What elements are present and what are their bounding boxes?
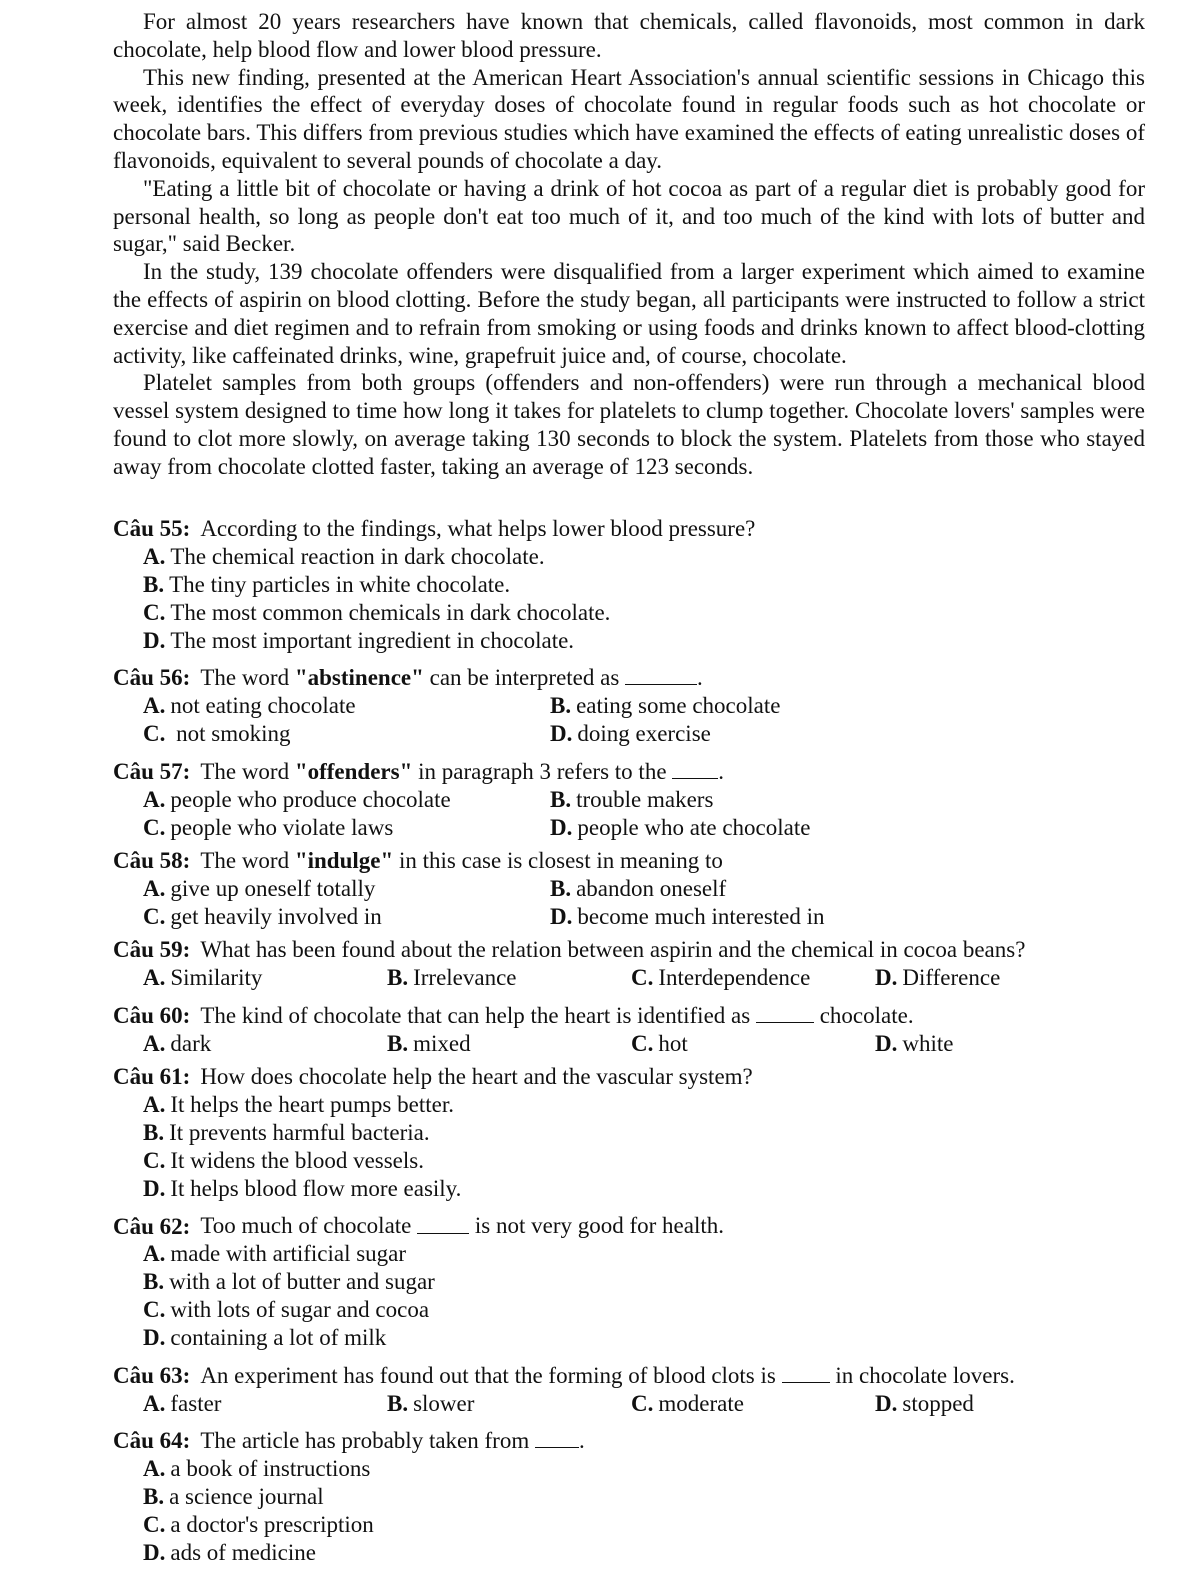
option-letter: B.	[143, 1484, 165, 1510]
option-text: hot	[658, 1030, 688, 1056]
option-text: Difference	[902, 965, 1001, 991]
option-letter: C.	[143, 1512, 166, 1538]
question-text: The article has probably taken from	[200, 1428, 535, 1454]
option-c[interactable]	[143, 1511, 1173, 1539]
option-text: ads of medicine	[170, 1540, 316, 1565]
option-text: Similarity	[170, 965, 263, 991]
option-row	[143, 875, 1173, 903]
option-letter: C.	[143, 1297, 166, 1323]
option-letter: B.	[550, 875, 572, 901]
question-stem	[113, 936, 1173, 964]
option-b[interactable]	[143, 1483, 1173, 1511]
option-row	[143, 903, 1173, 931]
option-text: made with artificial sugar	[170, 1241, 407, 1267]
question-number: Câu 63:	[113, 1362, 191, 1388]
question-number: Câu 61:	[113, 1064, 191, 1090]
question-text: An experiment has found out that the forming of blood clots is	[200, 1362, 782, 1388]
question-stem	[113, 1063, 1173, 1091]
option-text: It helps blood flow more easily.	[170, 1175, 462, 1201]
option-letter: A.	[143, 1241, 166, 1267]
option-text: get heavily involved in	[170, 903, 382, 929]
option-text: a book of instructions	[170, 1456, 371, 1482]
question-60	[113, 998, 1173, 1058]
keyword: "indulge"	[294, 848, 394, 874]
option-b[interactable]	[550, 875, 957, 903]
question-text: in chocolate lovers.	[829, 1362, 1015, 1388]
option-row	[143, 692, 1173, 720]
option-row	[143, 964, 1173, 992]
option-text: slower	[413, 1390, 475, 1416]
answer-options	[143, 1240, 1173, 1352]
question-number: Câu 57:	[113, 758, 191, 784]
option-a[interactable]	[143, 1091, 1173, 1119]
option-text: give up oneself totally	[170, 875, 376, 901]
option-b[interactable]	[143, 1268, 1173, 1296]
option-text: people who ate chocolate	[577, 814, 811, 840]
option-text: white	[902, 1030, 954, 1056]
option-c[interactable]	[143, 903, 550, 931]
question-text: chocolate.	[813, 1002, 914, 1028]
question-text: .	[718, 758, 725, 784]
question-64	[113, 1423, 1173, 1567]
option-text: moderate	[658, 1390, 744, 1416]
question-stem	[113, 660, 1173, 692]
option-letter: A.	[143, 1390, 166, 1416]
answer-blank	[672, 754, 718, 779]
option-b[interactable]	[550, 786, 957, 814]
answer-options	[143, 1030, 1173, 1058]
option-row	[143, 720, 1173, 748]
option-row	[143, 1390, 1173, 1418]
option-c[interactable]	[143, 1296, 1173, 1324]
option-row	[143, 1030, 1173, 1058]
passage-paragraph-5: Platelet samples from both groups (offenders and non-offenders) were run through a mechanical blood vessel system designed to time how long it takes for platelets to clump together. Chocolate lovers' samples were found to clot more slowly, on average taking 130 seconds to block the system. Platelets from those who stayed away from chocolate clotted faster, taking an average of 123 seconds.	[113, 370, 1145, 479]
option-text: a doctor's prescription	[170, 1512, 374, 1538]
option-text: It widens the blood vessels.	[170, 1148, 424, 1174]
question-text: .	[697, 665, 703, 691]
question-62	[113, 1208, 1173, 1352]
option-letter: A.	[143, 875, 166, 901]
question-text: The word	[200, 848, 295, 874]
question-stem	[113, 998, 1173, 1030]
answer-options	[143, 692, 1173, 748]
option-letter: A.	[143, 693, 166, 719]
option-letter: C.	[631, 1030, 654, 1056]
question-text: What has been found about the relation between aspirin and the chemical in cocoa beans?	[200, 937, 1026, 963]
option-d[interactable]	[875, 1390, 1119, 1418]
option-a[interactable]	[143, 1455, 1173, 1483]
question-stem	[113, 515, 1173, 543]
question-63	[113, 1358, 1173, 1418]
option-d[interactable]	[550, 720, 957, 748]
option-text: dark	[170, 1030, 212, 1056]
option-text: stopped	[902, 1390, 974, 1416]
question-number: Câu 55:	[113, 516, 191, 541]
option-letter: B.	[387, 1030, 409, 1056]
answer-blank	[417, 1208, 469, 1233]
option-text: people who produce chocolate	[170, 786, 451, 812]
option-text: not smoking	[170, 721, 291, 747]
option-text: abandon oneself	[576, 875, 727, 901]
option-letter: B.	[387, 1390, 409, 1416]
option-text: Interdependence	[658, 965, 811, 991]
option-c[interactable]	[631, 1390, 875, 1418]
option-letter: D.	[143, 1175, 166, 1201]
question-number: Câu 62:	[113, 1213, 191, 1239]
option-d[interactable]	[143, 1324, 1173, 1352]
question-text: can be interpreted as	[423, 665, 626, 691]
option-letter: D.	[143, 1540, 166, 1565]
option-text: It helps the heart pumps better.	[170, 1092, 454, 1118]
question-number: Câu 60:	[113, 1002, 191, 1028]
option-letter: B.	[550, 786, 572, 812]
question-number: Câu 59:	[113, 937, 191, 963]
option-row	[143, 786, 1173, 814]
option-a[interactable]	[143, 1390, 387, 1418]
option-c[interactable]	[143, 814, 550, 842]
option-letter: B.	[387, 965, 409, 991]
passage-paragraph-4: In the study, 139 chocolate offenders were disqualified from a larger experiment which aimed to examine the effects of aspirin on blood clotting. Before the study began, all participants were instructed to follow a strict exercise and diet regimen and to refrain from smoking or using foods and drinks known to affect blood-clotting activity, like caffeinated drinks, wine, grapefruit juice and, of course, chocolate.	[113, 259, 1145, 368]
option-letter: D.	[875, 965, 898, 991]
option-a[interactable]	[143, 964, 387, 992]
answer-options	[143, 1455, 1173, 1567]
question-list	[113, 515, 1173, 1573]
question-text: in paragraph 3 refers to the	[412, 758, 673, 784]
option-letter: C.	[143, 599, 166, 625]
question-number: Câu 56:	[113, 665, 191, 691]
answer-options	[143, 875, 1173, 931]
option-letter: C.	[143, 814, 166, 840]
option-letter: C.	[143, 721, 166, 747]
option-letter: C.	[631, 965, 654, 991]
option-letter: A.	[143, 1092, 166, 1118]
option-letter: D.	[550, 721, 573, 747]
option-c[interactable]	[143, 1147, 1173, 1175]
option-d[interactable]	[143, 1539, 1173, 1567]
question-number: Câu 64:	[113, 1428, 191, 1454]
option-text: doing exercise	[577, 721, 711, 747]
question-61	[113, 1063, 1173, 1203]
option-a[interactable]	[143, 786, 550, 814]
question-stem	[113, 847, 1173, 875]
option-text: not eating chocolate	[170, 693, 356, 719]
passage-paragraph-1: For almost 20 years researchers have known that chemicals, called flavonoids, most common in dark chocolate, help blood flow and lower blood pressure.	[113, 9, 1145, 62]
question-stem	[113, 1208, 1173, 1240]
passage-paragraph-2: This new finding, presented at the American Heart Association's annual scientific sessions in Chicago this week, identifies the effect of everyday doses of chocolate found in regular foods such as hot chocolate or chocolate bars. This differs from previous studies which have examined the effects of eating unrealistic doses of flavonoids, equivalent to several pounds of chocolate a day.	[113, 64, 1145, 173]
option-text: become much interested in	[577, 903, 825, 929]
question-text: The word	[200, 758, 295, 784]
option-b[interactable]	[387, 1390, 631, 1418]
passage-paragraph-3: "Eating a little bit of chocolate or having a drink of hot cocoa as part of a regular diet is probably good for personal health, so long as people don't eat too much of it, and too much of the kind with lots of butter and sugar," said Becker.	[113, 175, 1145, 257]
option-text: The most common chemicals in dark chocolate.	[170, 599, 611, 625]
question-stem	[113, 754, 1173, 786]
option-letter: C.	[631, 1390, 654, 1416]
option-text: It prevents harmful bacteria.	[169, 1120, 430, 1146]
answer-blank	[535, 1423, 579, 1448]
option-text: with a lot of butter and sugar	[169, 1269, 435, 1295]
keyword: "abstinence"	[294, 665, 424, 691]
option-row	[143, 814, 1173, 842]
option-letter: A.	[143, 543, 166, 569]
option-b[interactable]	[387, 1030, 631, 1058]
keyword: "offenders"	[294, 758, 413, 784]
question-stem	[113, 1423, 1173, 1455]
option-b[interactable]	[387, 964, 631, 992]
option-d[interactable]	[875, 964, 1119, 992]
option-c[interactable]	[143, 720, 550, 748]
option-text: The most important ingredient in chocolate.	[170, 627, 575, 653]
option-text: Irrelevance	[413, 965, 517, 991]
option-letter: B.	[143, 1120, 165, 1146]
option-a[interactable]	[143, 1030, 387, 1058]
option-letter: D.	[875, 1390, 898, 1416]
reading-passage	[113, 8, 1145, 481]
question-text: is not very good for health.	[469, 1213, 725, 1239]
option-text: trouble makers	[576, 786, 714, 812]
option-text: The tiny particles in white chocolate.	[169, 571, 511, 597]
option-d[interactable]	[875, 1030, 1119, 1058]
option-a[interactable]	[143, 692, 550, 720]
option-letter: D.	[143, 627, 166, 653]
option-letter: C.	[143, 1148, 166, 1174]
answer-options	[143, 1390, 1173, 1418]
answer-blank	[756, 998, 814, 1023]
option-letter: D.	[875, 1030, 898, 1056]
option-d[interactable]	[550, 903, 957, 931]
question-text: According to the findings, what helps lower blood pressure?	[200, 516, 756, 541]
answer-options	[143, 964, 1173, 992]
question-59	[113, 936, 1173, 992]
option-a[interactable]	[143, 875, 550, 903]
option-letter: B.	[143, 1269, 165, 1295]
option-letter: A.	[143, 786, 166, 812]
question-text: in this case is closest in meaning to	[393, 848, 723, 874]
option-letter: D.	[550, 814, 573, 840]
option-text: The chemical reaction in dark chocolate.	[170, 543, 545, 569]
option-text: a science journal	[169, 1484, 324, 1510]
option-text: containing a lot of milk	[170, 1325, 387, 1351]
question-56	[113, 660, 1173, 748]
question-stem	[113, 1358, 1173, 1390]
option-letter: C.	[143, 903, 166, 929]
option-a[interactable]	[143, 543, 1173, 571]
option-b[interactable]	[143, 1119, 1173, 1147]
option-text: people who violate laws	[170, 814, 394, 840]
question-text: How does chocolate help the heart and the vascular system?	[200, 1064, 753, 1090]
option-text: mixed	[413, 1030, 471, 1056]
option-letter: D.	[550, 903, 573, 929]
answer-blank	[625, 660, 697, 685]
answer-options	[143, 543, 1173, 655]
question-57	[113, 754, 1173, 842]
option-letter: A.	[143, 1030, 166, 1056]
answer-options	[143, 786, 1173, 842]
question-number: Câu 58:	[113, 848, 191, 874]
option-c[interactable]	[143, 599, 1173, 627]
option-text: with lots of sugar and cocoa	[170, 1297, 430, 1323]
answer-blank	[782, 1358, 830, 1383]
option-letter: B.	[550, 693, 572, 719]
option-b[interactable]	[143, 571, 1173, 599]
question-text: Too much of chocolate	[200, 1213, 418, 1239]
question-55	[113, 515, 1173, 655]
option-text: faster	[170, 1390, 222, 1416]
option-c[interactable]	[631, 964, 875, 992]
option-letter: A.	[143, 965, 166, 991]
answer-options	[143, 1091, 1173, 1203]
question-text: The kind of chocolate that can help the heart is identified as	[200, 1002, 756, 1028]
option-b[interactable]	[550, 692, 957, 720]
question-58	[113, 847, 1173, 931]
option-d[interactable]	[143, 1175, 1173, 1203]
option-text: eating some chocolate	[576, 693, 781, 719]
option-a[interactable]	[143, 1240, 1173, 1268]
option-letter: A.	[143, 1456, 166, 1482]
question-text: The word	[200, 665, 295, 691]
option-letter: D.	[143, 1325, 166, 1351]
option-letter: B.	[143, 571, 165, 597]
option-c[interactable]	[631, 1030, 875, 1058]
question-text: .	[578, 1428, 585, 1454]
option-d[interactable]	[143, 627, 1173, 655]
option-d[interactable]	[550, 814, 957, 842]
